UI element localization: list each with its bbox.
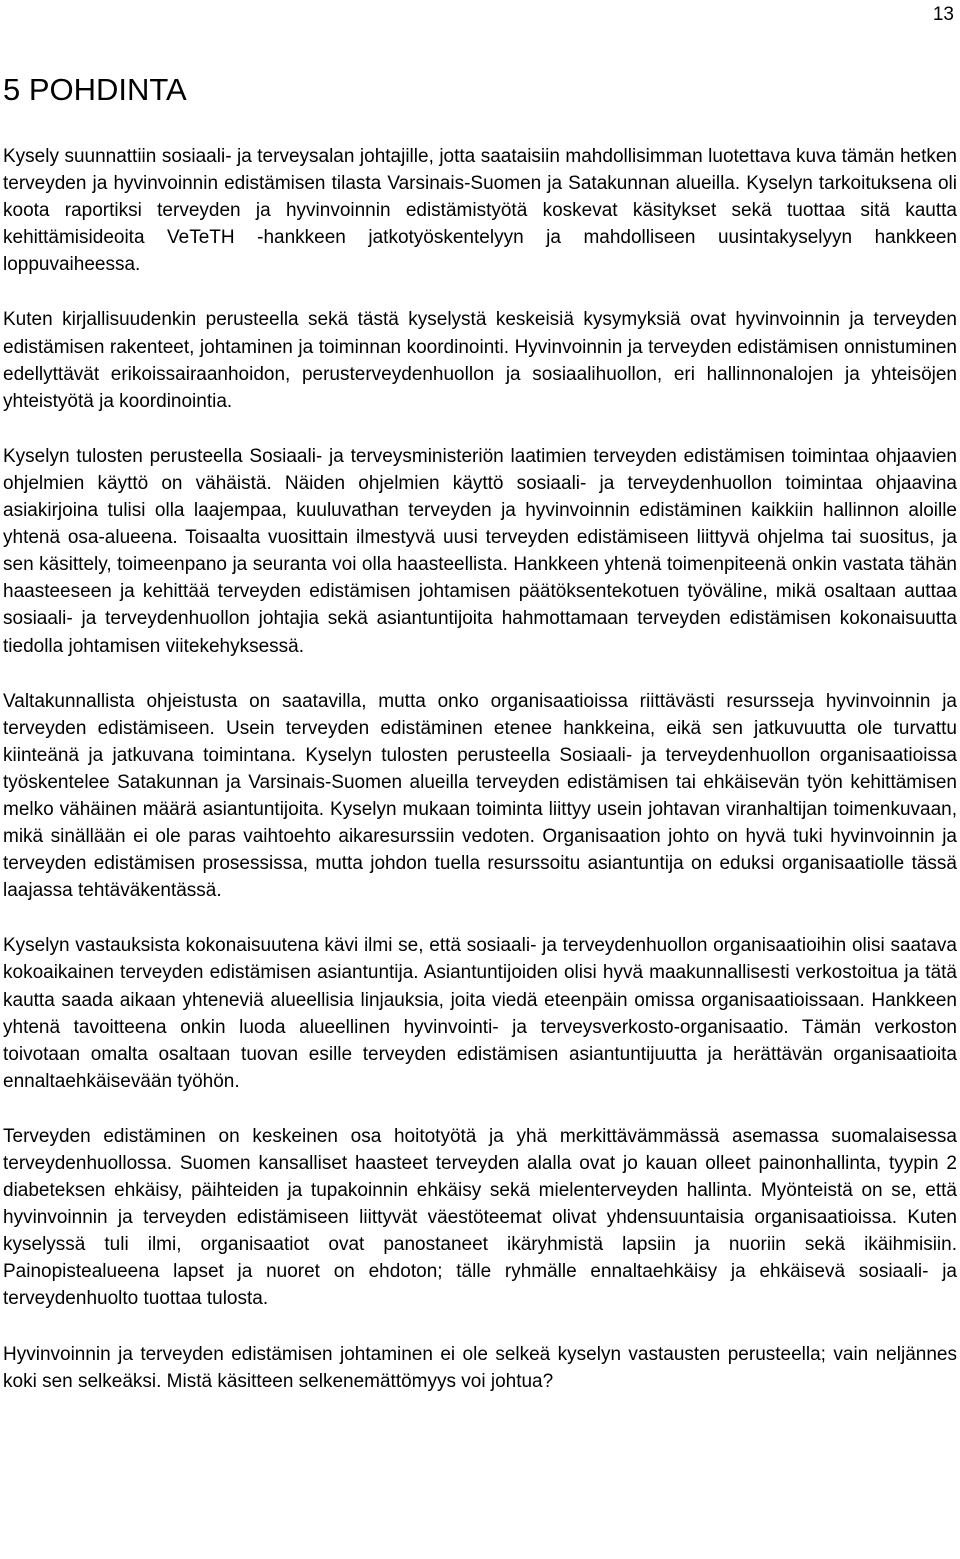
paragraph-intro: Kysely suunnattiin sosiaali- ja terveysalan johtajille, jotta saataisiin mahdollisimman luotettava kuva tämän hetken terveyden ja hyvinvoinnin edistämisen tilasta Varsinais-Suomen ja Satakunnan alueilla. Kyselyn tarkoituksena oli koota raportiksi terveyden ja hyvinvoinnin edistämistyötä koskevat käsitykset sekä tuottaa sitä kautta kehittämisideoita VeTeTH -hankkeen jatkotyöskentelyyn ja mahdolliseen uusintakyselyyn hankkeen loppuvaiheessa. [3,146,957,276]
paragraph-national-challenges: Terveyden edistäminen on keskeinen osa hoitotyötä ja yhä merkittävämmässä asemassa suomalaisessa terveydenhuollossa. Suomen kansalliset haasteet terveyden alalla ovat jo kauan olleet painonhallinta, tyypin 2 diabeteksen ehkäisy, päihteiden ja tupakoinnin ehkäisy sekä mielenterveyden hallinta. Myönteistä on se, että hyvinvoinnin ja terveyden edistämiseen liittyvät väestöteemat olivat yhdensuuntaisia organisaatioissa. Kuten kyselyssä tuli ilmi, organisaatiot ovat panostaneet ikäryhmistä lapsiin ja nuoriin sekä ikäihmisiin. Painopistealueena lapset ja nuoret on ehdoton; tälle ryhmälle ennaltaehkäisy ja ehkäisevä sosiaali- ja terveydenhuolto tuottaa tulosta. [3,1125,957,1310]
section-heading: 5 POHDINTA [3,72,187,107]
document-body [3,143,957,1395]
paragraph-resources: Valtakunnallista ohjeistusta on saatavilla, mutta onko organisaatioissa riittävästi resursseja hyvinvoinnin ja terveyden edistämiseen. Usein terveyden edistäminen etenee hankkeina, eikä sen jatkuvuutta ole turvattu kiinteänä ja jatkuvana toimintana. Kyselyn tulosten perusteella Sosiaali- ja terveydenhuollon organisaatioissa työskentelee Satakunnan ja Varsinais-Suomen alueilla terveyden edistämisen tai ehkäisevän työn kehittämisen melko vähäinen määrä asiantuntijoita. Kyselyn mukaan toiminta liittyy usein johtavan viranhaltijan toimenkuvaan, mikä sinällään ei ole paras vaihtoehto aikaresurssiin vedoten. Organisaation johto on hyvä tuki hyvinvoinnin ja terveyden edistämisen prosessissa, mutta johdon tuella resurssoitu asiantuntija on eduksi organisaatiolle tässä laajassa tehtäväkentässä. [3,690,957,902]
paragraph-key-questions: Kuten kirjallisuudenkin perusteella sekä tästä kyselystä keskeisiä kysymyksiä ovat hyvinvoinnin ja terveyden edistämisen rakenteet, johtaminen ja toiminnan koordinointi. Hyvinvoinnin ja terveyden edistämisen onnistuminen edellyttävät erikoissairaanhoidon, perusterveydenhuollon ja sosiaalihuollon, eri hallinnonalojen ja yhteisöjen yhteistyötä ja koordinointia. [3,309,957,412]
paragraph-expert-network: Kyselyn vastauksista kokonaisuutena kävi ilmi se, että sosiaali- ja terveydenhuollon organisaatioihin olisi saatava kokoaikainen terveyden edistämisen asiantuntija. Asiantuntijoiden olisi hyvä maakunnallisesti verkostoitua ja tätä kautta saada aikaan yhteneviä alueellisia linjauksia, joita viedä eteenpäin omissa organisaatioissaan. Hankkeen yhtenä tavoitteena onkin luoda alueellinen hyvinvointi- ja terveysverkosto-organisaatio. Tämän verkoston toivotaan omalta osaltaan tuovan esille terveyden edistämisen asiantuntijuutta ja herättävän organisaatioita ennaltaehkäisevään työhön. [3,935,957,1092]
page-number: 13 [932,4,954,25]
paragraph-programs: Kyselyn tulosten perusteella Sosiaali- ja terveysministeriön laatimien terveyden edistämisen toimintaa ohjaavien ohjelmien käyttö on vähäistä. Näiden ohjelmien käyttö sosiaali- ja terveydenhuollon toimintaa ohjaavina asiakirjoina tulisi olla laajempaa, kuuluvathan terveyden ja hyvinvoinnin edistäminen kaikkiin hallinnon aloille yhtenä osa-alueena. Toisaalta vuosittain ilmestyvä uusi terveyden edistämiseen liittyvä ohjelma tai suositus, ja sen käsittely, toimeenpano ja seuranta voi olla haasteellista. Hankkeen yhtenä toimenpiteenä onkin vastata tähän haasteeseen ja kehittää terveyden edistämisen johtamisen päätöksentekotuen työväline, mikä osaltaan auttaa sosiaali- ja terveydenhuollon johtajia sekä asiantuntijoita hahmottamaan terveyden edistämisen kokonaisuutta tiedolla johtamisen viitekehyksessä. [3,445,957,657]
paragraph-leadership: Hyvinvoinnin ja terveyden edistämisen johtaminen ei ole selkeä kyselyn vastausten perusteella; vain neljännes koki sen selkeäksi. Mistä käsitteen selkenemättömyys voi johtua? [3,1343,957,1392]
